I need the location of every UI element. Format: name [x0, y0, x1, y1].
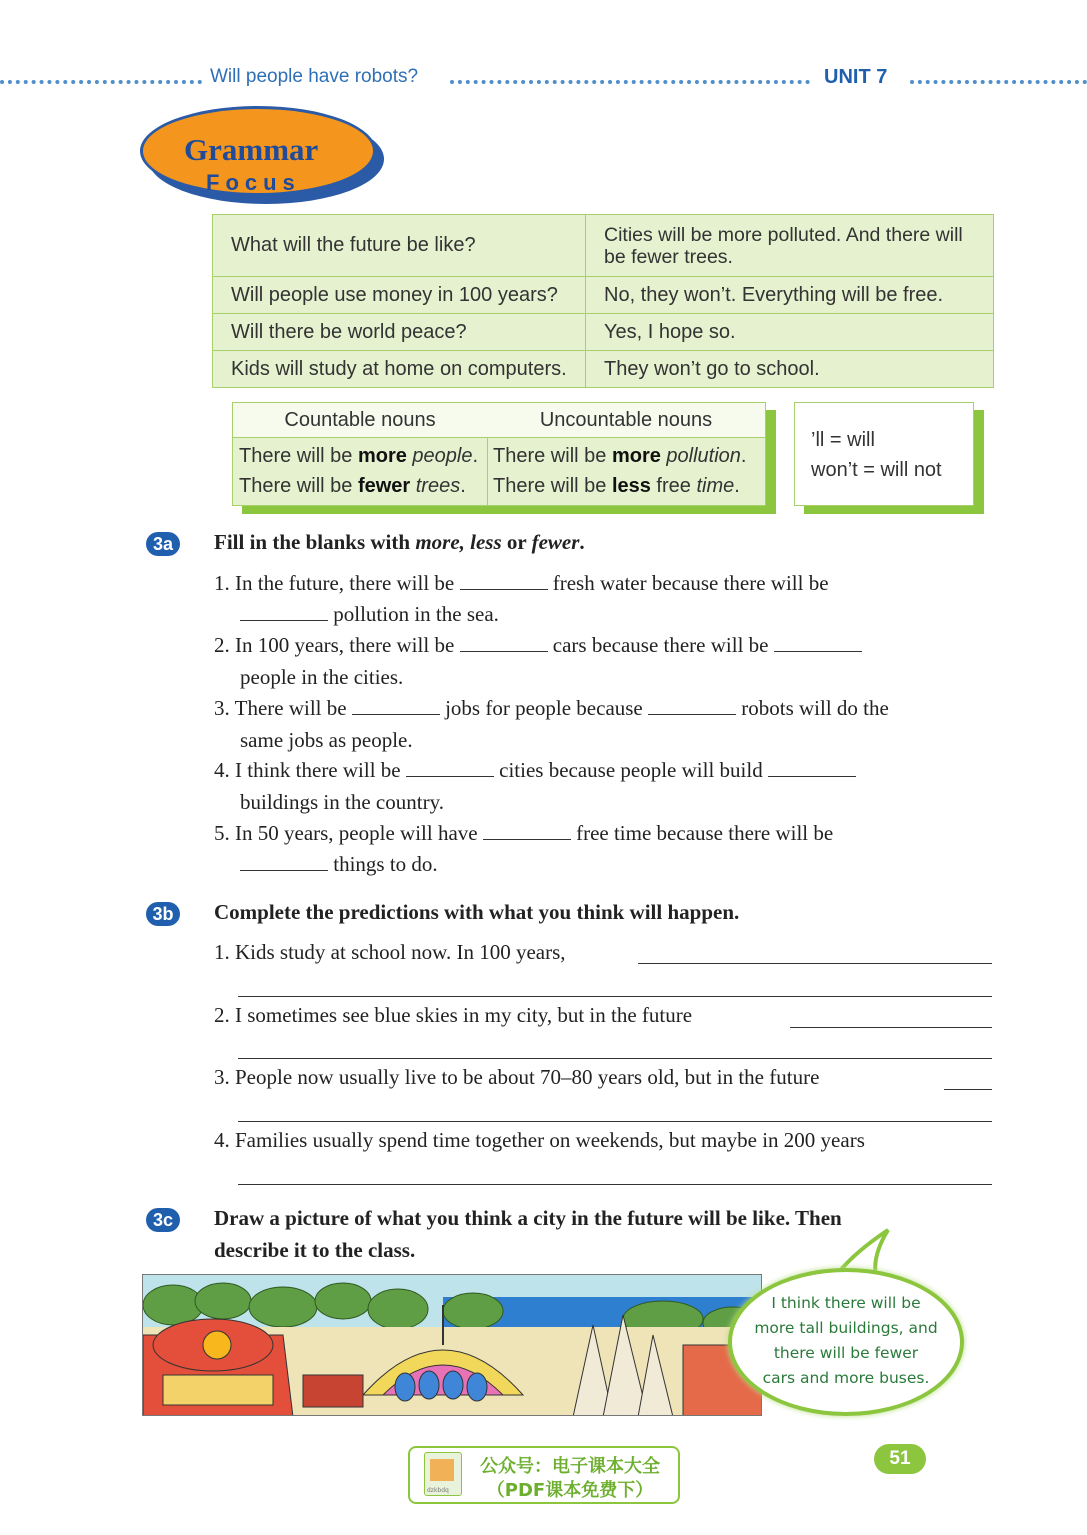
answer-line[interactable]: [238, 996, 992, 997]
grammar-table: [212, 214, 994, 388]
blank[interactable]: [406, 758, 494, 777]
page-number: 51: [874, 1444, 926, 1474]
exercise-3b-instruction: Complete the predictions with what you think will happen.: [214, 900, 740, 924]
exercise-3a-item-3-cont: same jobs as people.: [240, 728, 413, 752]
header-dots-middle: [450, 80, 810, 84]
uncountable-column: [487, 403, 765, 505]
blank[interactable]: [240, 852, 328, 871]
exercise-3a-tag: 3a: [146, 532, 180, 556]
table-cell: Kids will study at home on computers.: [213, 351, 586, 388]
blank[interactable]: [240, 602, 328, 621]
abbr-will: ’ll = will: [811, 429, 875, 451]
blank[interactable]: [648, 696, 736, 715]
table-cell: Will people use money in 100 years?: [213, 277, 586, 314]
exercise-3b-tag: 3b: [146, 902, 180, 926]
uncountable-example-2: There will be less free time.: [493, 475, 740, 497]
answer-line[interactable]: [238, 1121, 992, 1122]
table-row: [213, 351, 994, 388]
exercise-3a-item-4: 4. I think there will be cities because people will build: [214, 758, 856, 783]
exercise-3a-item-1-cont: pollution in the sea.: [240, 602, 499, 627]
exercise-3a-item-2: 2. In 100 years, there will be cars because there will be: [214, 633, 862, 658]
exercise-3b-item-1: 1. Kids study at school now. In 100 years,: [214, 940, 566, 964]
uncountable-example-1: There will be more pollution.: [493, 445, 747, 467]
book-cover: [430, 1459, 454, 1481]
exercise-3b-item-4: 4. Families usually spend time together on weekends, but maybe in 200 years: [214, 1128, 865, 1152]
table-cell: No, they won’t. Everything will be free.: [586, 277, 994, 314]
book-icon: [424, 1452, 462, 1496]
blank[interactable]: [460, 571, 548, 590]
abbreviation-box: [794, 402, 974, 506]
table-cell: Yes, I hope so.: [586, 314, 994, 351]
header-title: Will people have robots?: [206, 66, 422, 88]
future-city-illustration: [142, 1274, 762, 1416]
countable-example-2: There will be fewer trees.: [239, 475, 466, 497]
nouns-box: [232, 402, 766, 506]
icon-caption: dzkbdq: [427, 1487, 449, 1494]
exercise-3c-tag: 3c: [146, 1208, 180, 1232]
exercise-3c-instruction-line1: Draw a picture of what you think a city in the future will be like. Then: [214, 1206, 842, 1230]
blank[interactable]: [768, 758, 856, 777]
watermark-line2: （PDF课本免费下）: [486, 1480, 654, 1501]
exercise-3a-instruction: Fill in the blanks with more, less or fewer.: [214, 530, 585, 554]
exercise-3a-item-2-cont: people in the cities.: [240, 665, 404, 689]
table-row: [213, 277, 994, 314]
blank[interactable]: [352, 696, 440, 715]
blank[interactable]: [774, 633, 862, 652]
exercise-3b-item-2: 2. I sometimes see blue skies in my city, but in the future: [214, 1003, 693, 1027]
unit-label: UNIT 7: [818, 66, 893, 89]
city-drawing: [143, 1275, 762, 1416]
exercise-3a-item-4-cont: buildings in the country.: [240, 790, 444, 814]
table-cell: What will the future be like?: [213, 215, 586, 277]
answer-line[interactable]: [790, 1027, 992, 1028]
exercise-3b-item-3: 3. People now usually live to be about 70–80 years old, but in the future: [214, 1065, 820, 1089]
abbr-wont: won’t = will not: [811, 459, 942, 481]
header-dots-left: [0, 80, 202, 84]
watermark-line1: 公众号：电子课本大全: [480, 1456, 660, 1477]
answer-line[interactable]: [638, 963, 992, 964]
table-row: [213, 215, 994, 277]
answer-line[interactable]: [944, 1089, 992, 1090]
table-cell: They won’t go to school.: [586, 351, 994, 388]
exercise-3c-instruction-line2: describe it to the class.: [214, 1238, 416, 1262]
table-cell: Will there be world peace?: [213, 314, 586, 351]
countable-column: [233, 403, 488, 505]
exercise-3a-item-5: 5. In 50 years, people will have free time because there will be: [214, 821, 834, 845]
table-cell: Cities will be more polluted. And there will be fewer trees.: [586, 215, 994, 277]
countable-example-1: There will be more people.: [239, 445, 479, 467]
badge-subtitle: Focus: [206, 170, 301, 195]
badge-title: Grammar: [184, 132, 319, 167]
table-row: [213, 314, 994, 351]
header-dots-right: [910, 80, 1087, 84]
answer-line[interactable]: [238, 1184, 992, 1185]
blank[interactable]: [483, 821, 571, 840]
answer-line[interactable]: [238, 1058, 992, 1059]
countable-header: Countable nouns: [233, 403, 487, 438]
exercise-3a-item-3: 3. There will be jobs for people because robots will do the: [214, 696, 889, 720]
exercise-3a-item-1: 1. In the future, there will be fresh water because there will be: [214, 571, 829, 595]
uncountable-header: Uncountable nouns: [487, 403, 765, 438]
blank[interactable]: [460, 633, 548, 652]
speech-bubble-text: I think there will be more tall buildings, and there will be fewer cars and more buses.: [754, 1294, 938, 1387]
exercise-3a-item-5-cont: things to do.: [240, 852, 438, 877]
